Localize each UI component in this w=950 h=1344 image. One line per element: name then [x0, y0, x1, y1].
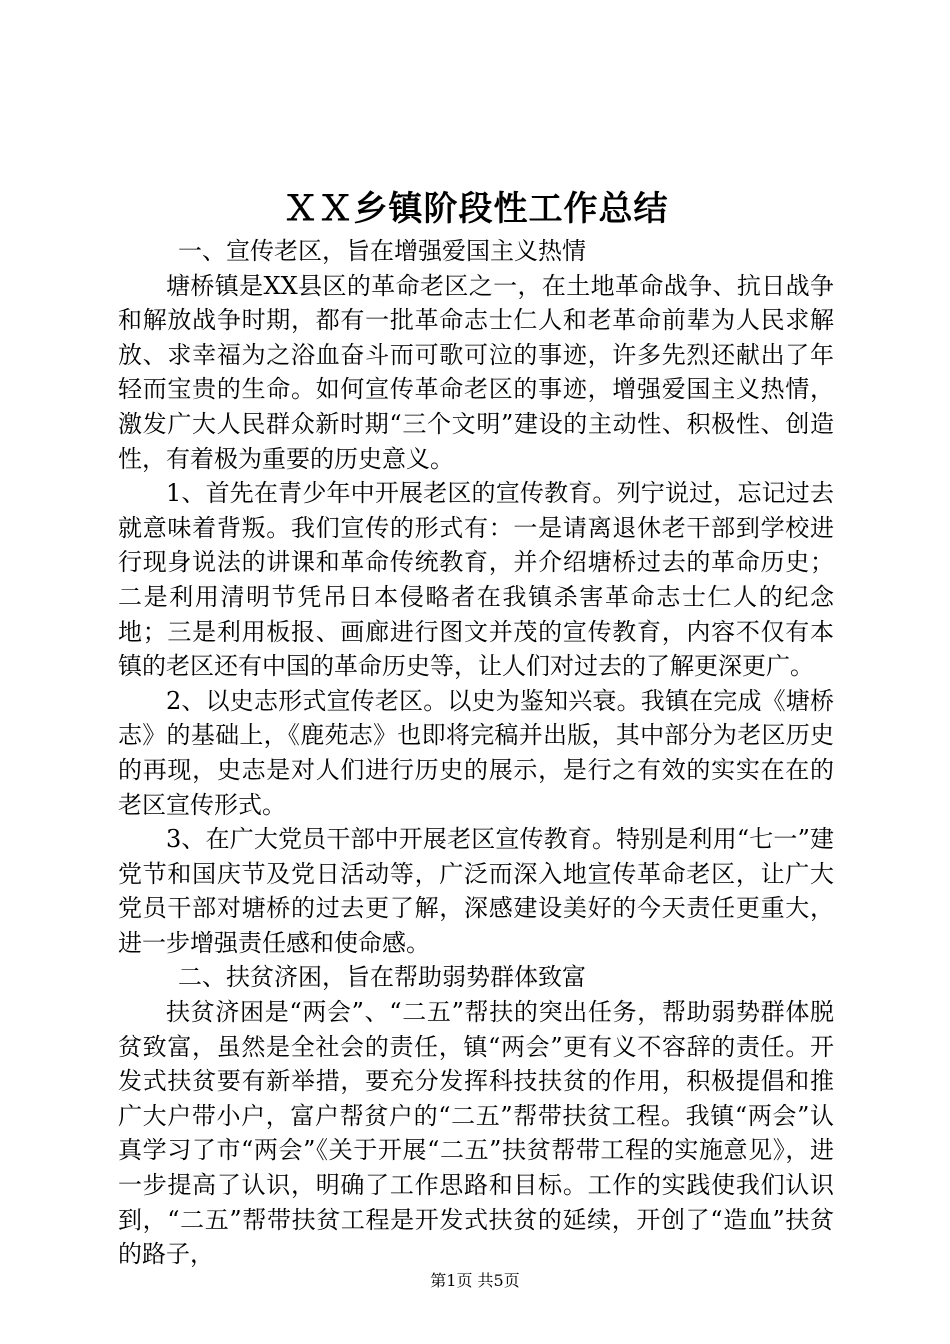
paragraph-item-3: 3、在广大党员干部中开展老区宣传教育。特别是利用“七一”建党节和国庆节及党日活动等，广泛而深入地宣传革命老区，让广大党员干部对塘桥的过去更了解，深感建设美好的今天责任更重大，进一步增强责任感和使命感。: [118, 825, 834, 957]
paragraph-item-2: 2、以史志形式宣传老区。以史为鉴知兴衰。我镇在完成《塘桥志》的基础上，《鹿苑志》也即将完稿并出版，其中部分为老区历史的再现，史志是对人们进行历史的展示，是行之有效的实实在在的老区宣传形式。: [118, 686, 834, 819]
paragraph-poverty: 扶贫济困是“两会”、“二五”帮扶的突出任务，帮助弱势群体脱贫致富，虽然是全社会的责任，镇“两会”更有义不容辞的责任。开发式扶贫要有新举措，要充分发挥科技扶贫的作用，积极提倡和推广大户带小户，富户帮贫户的“二五”帮带扶贫工程。我镇“两会”认真学习了市“两会”《关于开展“二五”扶贫帮带工程的实施意见》，进一步提高了认识，明确了工作思路和目标。工作的实践使我们认识到，“二五”帮带扶贫工程是开发式扶贫的延续，开创了“造血”扶贫的路子，: [118, 998, 834, 1269]
section-heading-1: 一、宣传老区，旨在增强爱国主义热情: [178, 237, 586, 265]
document-page: [118, 186, 834, 1272]
paragraph-item-1: 1、首先在青少年中开展老区的宣传教育。列宁说过，忘记过去就意味着背叛。我们宣传的形式有：一是请离退休老干部到学校进行现身说法的讲课和革命传统教育，并介绍塘桥过去的革命历史；二是利用清明节凭吊日本侵略者在我镇杀害革命志士仁人的纪念地；三是利用板报、画廊进行图文并茂的宣传教育，内容不仅有本镇的老区还有中国的革命历史等，让人们对过去的了解更深更广。: [118, 479, 834, 681]
section-heading-2: 二、扶贫济困，旨在帮助弱势群体致富: [178, 963, 586, 992]
document-title: ＸＸ乡镇阶段性工作总结: [283, 189, 669, 229]
page-footer: 第1页 共5页: [430, 1271, 520, 1290]
paragraph-intro: 塘桥镇是XX县区的革命老区之一，在土地革命战争、抗日战争和解放战争时期，都有一批革命志士仁人和老革命前辈为人民求解放、求幸福为之浴血奋斗而可歌可泣的事迹，许多先烈还献出了年轻而宝贵的生命。如何宣传革命老区的事迹，增强爱国主义热情，激发广大人民群众新时期“三个文明”建设的主动性、积极性、创造性，有着极为重要的历史意义。: [118, 271, 834, 473]
